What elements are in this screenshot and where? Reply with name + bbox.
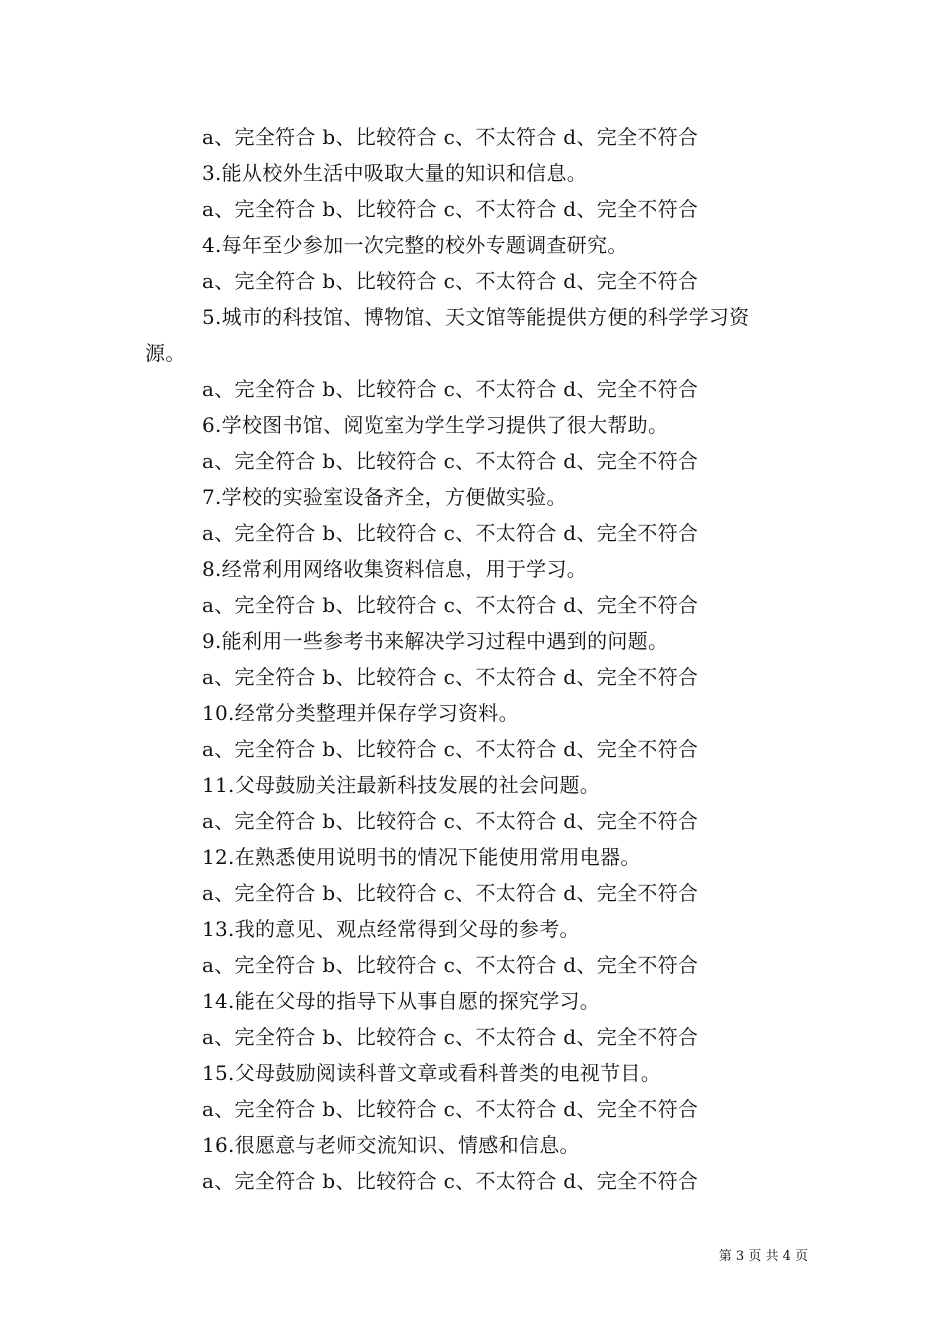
answer-options-line: a、完全符合 b、比较符合 c、不太符合 d、完全不符合 — [202, 269, 699, 293]
answer-options-line: a、完全符合 b、比较符合 c、不太符合 d、完全不符合 — [202, 1097, 699, 1121]
answer-options-line: a、完全符合 b、比较符合 c、不太符合 d、完全不符合 — [202, 593, 699, 617]
question-line: 8.经常利用网络收集资料信息，用于学习。 — [202, 557, 588, 581]
answer-options-line: a、完全符合 b、比较符合 c、不太符合 d、完全不符合 — [202, 377, 699, 401]
answer-options-line: a、完全符合 b、比较符合 c、不太符合 d、完全不符合 — [202, 809, 699, 833]
answer-options-line: a、完全符合 b、比较符合 c、不太符合 d、完全不符合 — [202, 521, 699, 545]
answer-options-line: a、完全符合 b、比较符合 c、不太符合 d、完全不符合 — [202, 737, 699, 761]
question-line: 7.学校的实验室设备齐全，方便做实验。 — [202, 485, 567, 509]
question-line: 13.我的意见、观点经常得到父母的参考。 — [202, 917, 580, 941]
page-number-footer: 第 3 页 共 4 页 — [718, 1249, 808, 1264]
answer-options-line: a、完全符合 b、比较符合 c、不太符合 d、完全不符合 — [202, 1025, 699, 1049]
answer-options-line: a、完全符合 b、比较符合 c、不太符合 d、完全不符合 — [202, 953, 699, 977]
question-line: 10.经常分类整理并保存学习资料。 — [202, 701, 519, 725]
answer-options-line: a、完全符合 b、比较符合 c、不太符合 d、完全不符合 — [202, 665, 699, 689]
question-line: 4.每年至少参加一次完整的校外专题调查研究。 — [202, 233, 628, 257]
answer-options-line: a、完全符合 b、比较符合 c、不太符合 d、完全不符合 — [202, 125, 699, 149]
answer-options-line: a、完全符合 b、比较符合 c、不太符合 d、完全不符合 — [202, 197, 699, 221]
questionnaire-body — [145, 119, 810, 1199]
question-line: 14.能在父母的指导下从事自愿的探究学习。 — [202, 989, 601, 1013]
question-line: 6.学校图书馆、阅览室为学生学习提供了很大帮助。 — [202, 413, 669, 437]
answer-options-line: a、完全符合 b、比较符合 c、不太符合 d、完全不符合 — [202, 1169, 699, 1193]
question-line: 16.很愿意与老师交流知识、情感和信息。 — [202, 1133, 580, 1157]
question-line: 3.能从校外生活中吸取大量的知识和信息。 — [202, 161, 588, 185]
answer-options-line: a、完全符合 b、比较符合 c、不太符合 d、完全不符合 — [202, 449, 699, 473]
question-line: 9.能利用一些参考书来解决学习过程中遇到的问题。 — [202, 629, 669, 653]
question-line: 12.在熟悉使用说明书的情况下能使用常用电器。 — [202, 845, 641, 869]
question-line: 5.城市的科技馆、博物馆、天文馆等能提供方便的科学学习资 — [202, 305, 750, 329]
question-line: 15.父母鼓励阅读科普文章或看科普类的电视节目。 — [202, 1061, 662, 1085]
answer-options-line: a、完全符合 b、比较符合 c、不太符合 d、完全不符合 — [202, 881, 699, 905]
question-continuation-line: 源。 — [145, 341, 186, 365]
question-line: 11.父母鼓励关注最新科技发展的社会问题。 — [202, 773, 601, 797]
